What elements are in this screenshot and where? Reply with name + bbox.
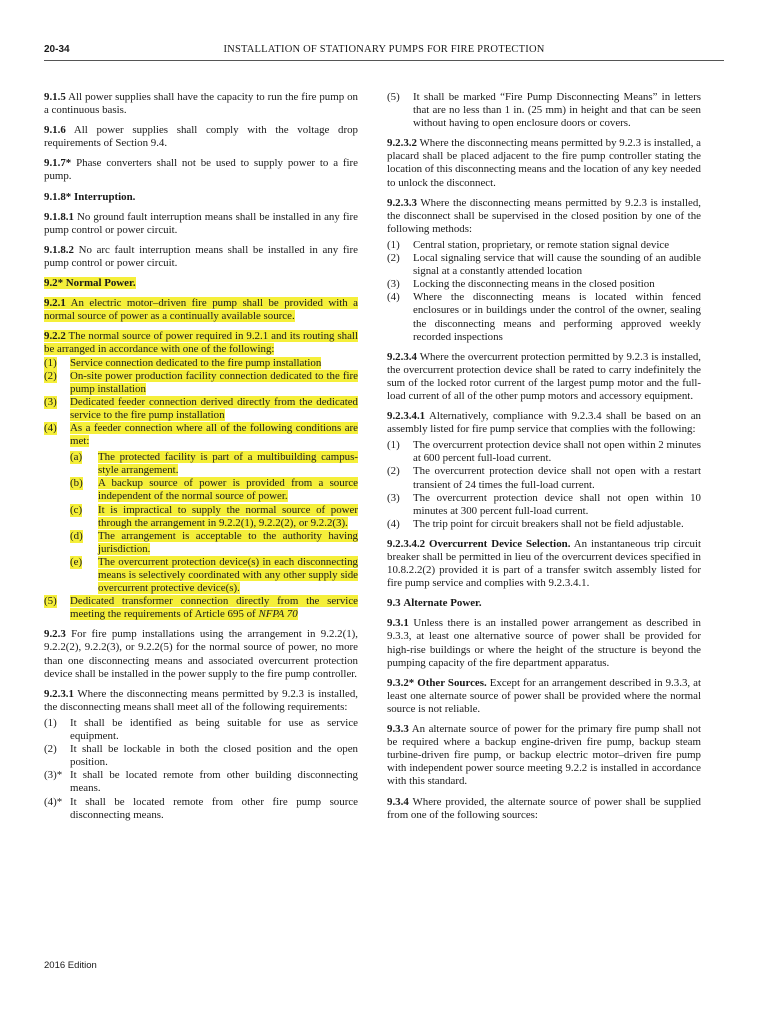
list-item: (d) The arrangement is acceptable to the authority having jurisdiction. — [70, 529, 358, 555]
page-number: 20-34 — [44, 44, 70, 55]
section-9-2-3-2: 9.2.3.2 Where the disconnecting means permitted by 9.2.3 is installed, a placard shall be placed adjacent to the fire pump controller stating the location of this disconnecting means and the location of any key needed to unlock the disconnect. — [387, 137, 702, 189]
section-9-2-3-1: 9.2.3.1 Where the disconnecting means permitted by 9.2.3 is installed, the disconnecting means shall meet all of the following requirements: — [44, 687, 358, 713]
section-9-3-4: 9.3.4 Where provided, the alternate source of power shall be supplied from one of the following sources: — [387, 795, 702, 821]
section-9-2-3-4: 9.2.3.4 Where the overcurrent protection permitted by 9.2.3 is installed, the overcurrent protection device shall be rated to carry indefinitely the sum of the locked rotor current of the largest pump motor and the full-load current of all of the other pump motors and accessory equipment. — [387, 350, 701, 402]
section-9-1-8-1: 9.1.8.1 No ground fault interruption means shall be installed in any fire pump control or power circuit. — [44, 210, 358, 236]
section-9-2-2: 9.2.2 The normal source of power required in 9.2.1 and its routing shall be arranged in accordance with one of the following: — [44, 330, 358, 356]
right-column — [387, 91, 701, 829]
section-9-2-3-4-1-list — [387, 439, 701, 531]
list-item: (b) A backup source of power is provided from a source independent of the normal source of power. — [70, 477, 358, 503]
list-item: (3) Locking the disconnecting means in the closed position — [387, 278, 655, 291]
list-item: (1) Service connection dedicated to the fire pump installation — [44, 356, 322, 369]
section-9-2-3: 9.2.3 For fire pump installations using the arrangement in 9.2.2(1), 9.2.2(2), 9.2.2(3), or 9.2.2(5) for the normal source of power, no more than one disconnecting means and associated overcurrent protection device shall be installed in the power supply to the fire pump controller. — [44, 628, 358, 680]
section-9-1-8: 9.1.8* Interruption. — [44, 190, 136, 203]
edition-footer: 2016 Edition — [44, 960, 97, 971]
section-9-2-3-4-1: 9.2.3.4.1 Alternatively, compliance with 9.2.3.4 shall be based on an assembly listed for fire pump service that complies with the following: — [387, 410, 701, 436]
list-item: (4) As a feeder connection where all of the following conditions are met: — [44, 421, 358, 448]
list-item: (5) It shall be marked “Fire Pump Disconnecting Means” in letters that are no less than 1 in. (25 mm) in height and that can be seen without having to open enclosure doors or covers. — [387, 91, 701, 130]
section-9-2-2-item-5 — [44, 595, 358, 621]
section-9-2: 9.2* Normal Power. — [44, 277, 136, 290]
list-item: (a) The protected facility is part of a multibuilding campus-style arrangement. — [70, 451, 358, 477]
section-9-3-2: 9.3.2* Other Sources. Except for an arrangement described in 9.3.3, at least one alternate source of power shall be provided where the normal source is not reliable. — [387, 676, 701, 715]
list-item: (2) The overcurrent protection device shall not open with a restart transient of 24 times the full-load current. — [387, 465, 701, 491]
section-9-3-1: 9.3.1 Unless there is an installed power arrangement as described in 9.3.3, at least one alternative source of power shall be provided for high-rise buildings or where the height of the structure is beyond the pumping capacity of the fire department apparatus. — [387, 617, 701, 669]
list-item: (e) The overcurrent protection device(s) in each disconnecting means is selectively coordinated with any other supply side overcurrent protective device(s). — [70, 555, 358, 595]
list-item: (4) The trip point for circuit breakers shall not be field adjustable. — [387, 517, 684, 530]
list-item: (3) Dedicated feeder connection derived directly from the dedicated service to the fire pump installation — [44, 395, 358, 421]
section-9-2-3-1-item-5 — [387, 91, 701, 130]
section-9-2-3-4-2: 9.2.3.4.2 Overcurrent Device Selection. An instantaneous trip circuit breaker shall be permitted in lieu of the overcurrent devices specified in 10.8.2.2(2) provided it is part of a transfer switch assembly listed for fire pump service and complies with 9.2.3.4.1. — [387, 537, 702, 590]
left-column — [44, 91, 358, 829]
running-header — [44, 44, 724, 61]
section-9-1-5: 9.1.5 All power supplies shall have the capacity to run the fire pump on a continuous basis. — [44, 91, 358, 117]
section-9-2-3-3-list — [387, 239, 701, 344]
list-item: (1) The overcurrent protection device shall not open within 2 minutes at 600 percent full-load current. — [387, 439, 701, 465]
list-item: (c) It is impractical to supply the normal source of power through the arrangement in 9.2.2(1), 9.2.2(2), or 9.2.2(3). — [70, 503, 358, 529]
list-item: (5) Dedicated transformer connection directly from the service meeting the requirements of Article 695 of NFPA 70 — [44, 595, 358, 621]
section-9-2-2-list — [44, 357, 358, 449]
section-9-2-2-sublist — [44, 451, 358, 595]
list-item: (1) It shall be identified as being suitable for use as service equipment. — [44, 716, 358, 743]
section-9-2-1: 9.2.1 An electric motor–driven fire pump shall be provided with a normal source of power as a continually available source. — [44, 297, 359, 323]
list-item: (4)* It shall be located remote from other fire pump source disconnecting means. — [44, 795, 358, 821]
list-item: (2) Local signaling service that will cause the sounding of an audible signal at a constantly attended location — [387, 252, 701, 278]
list-item: (1) Central station, proprietary, or remote station signal device — [387, 238, 670, 251]
section-9-2-3-3: 9.2.3.3 Where the disconnecting means permitted by 9.2.3 is installed, the disconnect shall be supervised in the closed position by one of the following methods: — [387, 196, 701, 235]
section-9-1-7: 9.1.7* Phase converters shall not be used to supply power to a fire pump. — [44, 157, 358, 183]
section-9-1-6: 9.1.6 All power supplies shall comply with the voltage drop requirements of Section 9.4. — [44, 124, 359, 150]
list-item: (2) It shall be lockable in both the closed position and the open position. — [44, 743, 358, 769]
list-item: (4) Where the disconnecting means is located within fenced enclosures or in buildings under the control of the owner, sealing the disconnecting means and performing approved weekly recorded inspections — [387, 291, 701, 343]
section-9-2-3-1-list — [44, 717, 358, 822]
section-9-3-3: 9.3.3 An alternate source of power for the primary fire pump shall not be required where a backup engine-driven fire pump, backup steam turbine-driven fire pump, or backup electric motor–driven fire pump with independent power source meeting 9.2.2 is installed in accordance with this standard. — [387, 723, 701, 788]
list-item: (3)* It shall be located remote from other building disconnecting means. — [44, 769, 358, 795]
section-9-3: 9.3 Alternate Power. — [387, 597, 482, 610]
running-title: INSTALLATION OF STATIONARY PUMPS FOR FIRE PROTECTION — [223, 44, 545, 55]
section-9-1-8-2: 9.1.8.2 No arc fault interruption means shall be installed in any fire pump control or power circuit. — [44, 243, 358, 269]
list-item: (3) The overcurrent protection device shall not open within 10 minutes at 300 percent full-load current. — [387, 491, 701, 517]
list-item: (2) On-site power production facility connection dedicated to the fire pump installation — [44, 369, 358, 395]
